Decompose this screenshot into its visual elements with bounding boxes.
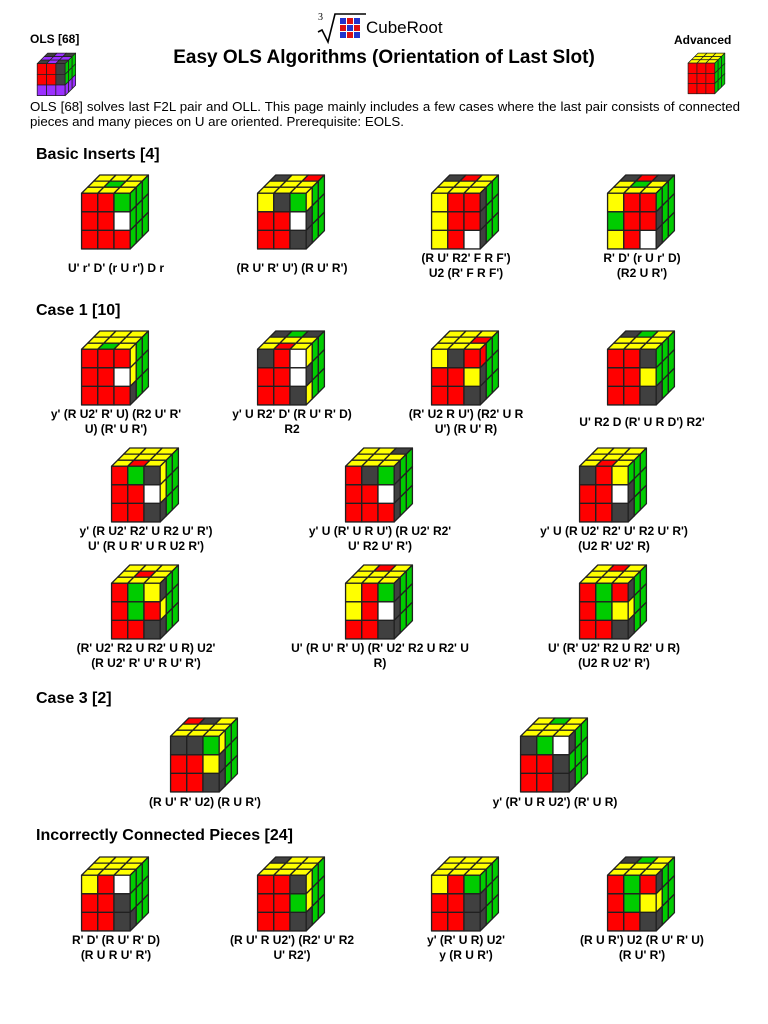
algorithm-text [51,641,241,671]
front-sticker [580,620,596,639]
algorithm-line: (R' U2 R U') (R2' U R [408,407,524,421]
root-index: 3 [318,12,323,23]
case-cube-diagram [254,329,330,409]
front-sticker [378,466,394,485]
algorithm-text [460,795,650,810]
front-sticker [112,485,128,504]
algorithm-line: U') (R U' R) [434,422,498,436]
algorithm-line: y (R U R') [439,948,493,962]
front-sticker [82,230,98,249]
algorithm-line: y' U (R U2' R2' U' R2 U' R') [540,524,688,538]
front-sticker [114,230,130,249]
logo-square [347,25,353,31]
algorithm-line: R' D' (R U' R' D) [71,933,161,947]
front-sticker [640,386,656,405]
front-sticker [612,583,628,602]
page-title: Easy OLS Algorithms (Orientation of Last Slot) [173,47,595,68]
case-cube-diagram [108,446,184,526]
case-cube-diagram [428,855,504,935]
front-sticker [464,386,480,405]
algorithm-text [110,795,300,810]
logo-square [340,32,346,38]
front-sticker [432,193,448,212]
front-sticker [448,894,464,913]
logo-text: CubeRoot [366,18,443,37]
algorithm-line: y' U (R' U R U') (R U2' R2' [308,524,452,538]
case-cube-diagram [604,173,680,253]
case-cube-diagram [576,446,652,526]
algorithm-line: (R U' R2' F R F') [421,251,511,265]
front-sticker [537,736,553,755]
front-sticker [464,212,480,231]
front-sticker [624,912,640,931]
case-cube-diagram [604,329,680,409]
front-sticker [706,73,715,83]
front-sticker [553,773,569,792]
front-sticker [464,368,480,387]
front-sticker [612,485,628,504]
algorithm-line: (R2 U R') [616,266,668,280]
algorithm-line: (R U' R U2') (R2' U' R2 [229,933,355,947]
algorithm-line: U2 (R' F R F') [428,266,504,280]
front-sticker [362,583,378,602]
front-sticker [432,875,448,894]
front-sticker [464,193,480,212]
front-sticker [448,212,464,231]
front-sticker [290,875,306,894]
front-sticker [128,485,144,504]
front-sticker [378,485,394,504]
algorithm-text [21,407,211,437]
case-cube-diagram [167,716,243,796]
algorithm-line: y' (R' U R U2') (R' U R) [492,795,618,809]
front-sticker [98,912,114,931]
front-sticker [290,212,306,231]
cuberoot-logo [316,6,466,46]
front-sticker [378,503,394,522]
front-sticker [346,466,362,485]
front-sticker [608,368,624,387]
front-sticker [448,193,464,212]
front-sticker [608,894,624,913]
front-sticker [596,485,612,504]
front-sticker [114,386,130,405]
front-sticker [290,386,306,405]
algorithm-line: U' (R' U2' R2 U R2' U R) [547,641,681,655]
algorithm-line: U' (R U' R' U) (R' U2' R2 U R2' U [291,641,469,655]
front-sticker [378,602,394,621]
front-sticker [258,912,274,931]
front-sticker [203,736,219,755]
front-sticker [432,212,448,231]
algorithm-line: U' R2 D (R' U R D') R2' [579,415,705,429]
front-sticker [82,212,98,231]
algorithm-line: (R U' R' U') (R U' R') [236,261,348,275]
front-sticker [47,74,56,85]
case-cube-diagram [428,173,504,253]
front-sticker [624,875,640,894]
front-sticker [608,193,624,212]
front-sticker [47,85,56,96]
front-sticker [144,583,160,602]
front-sticker [144,620,160,639]
algorithm-line: y' (R' U R) U2' [427,933,505,947]
front-sticker [56,85,65,96]
case-cube-diagram [604,855,680,935]
intro-paragraph: OLS [68] solves last F2L pair and OLL. This page mainly includes a few cases where the last pair consists of connected pieces and many pieces on U are oriented. Prerequisite: EOLS. [30,99,740,129]
front-sticker [82,368,98,387]
front-sticker [464,894,480,913]
front-sticker [203,755,219,774]
front-sticker [346,602,362,621]
algorithm-line: R' D' (r U r' D) [603,251,681,265]
front-sticker [98,368,114,387]
front-sticker [144,485,160,504]
front-sticker [82,349,98,368]
front-sticker [362,485,378,504]
front-sticker [432,349,448,368]
front-sticker [464,349,480,368]
front-sticker [596,583,612,602]
front-sticker [98,875,114,894]
front-sticker [98,230,114,249]
algorithm-line: (U2 R U2' R') [578,656,650,670]
front-sticker [290,230,306,249]
front-sticker [448,230,464,249]
front-sticker [128,503,144,522]
case-cube-diagram [342,446,418,526]
algorithm-line: U' (R U R' U R U2 R') [88,539,204,553]
front-sticker [432,230,448,249]
algorithm-text [371,251,561,281]
front-sticker [274,212,290,231]
front-sticker [580,503,596,522]
algorithm-line: y' (R U2' R2' U R2 U' R') [79,524,213,538]
front-sticker [362,503,378,522]
front-sticker [112,503,128,522]
front-sticker [274,386,290,405]
algorithm-text [21,261,211,276]
front-sticker [448,912,464,931]
front-sticker [82,193,98,212]
front-sticker [706,84,715,94]
front-sticker [640,230,656,249]
front-sticker [82,894,98,913]
front-sticker [98,193,114,212]
logo-square [354,18,360,24]
front-sticker [203,773,219,792]
front-sticker [640,912,656,931]
front-sticker [432,894,448,913]
front-sticker [274,349,290,368]
front-sticker [612,602,628,621]
algorithm-text [21,933,211,963]
front-sticker [596,466,612,485]
algorithm-line: (R U' R') [618,948,666,962]
front-sticker [258,386,274,405]
front-sticker [258,349,274,368]
front-sticker [112,583,128,602]
front-sticker [688,84,697,94]
case-cube-diagram [78,329,154,409]
front-sticker [290,894,306,913]
front-sticker [258,230,274,249]
algorithm-line: (R' U2' R2 U R2' U R) U2' [76,641,216,655]
algorithm-text [519,524,709,554]
front-sticker [98,212,114,231]
front-sticker [640,875,656,894]
front-sticker [82,875,98,894]
front-sticker [640,368,656,387]
front-sticker [114,349,130,368]
case-cube-diagram [254,855,330,935]
algorithm-line: R2 [284,422,300,436]
front-sticker [608,912,624,931]
front-sticker [608,230,624,249]
front-sticker [608,386,624,405]
front-sticker [624,368,640,387]
logo-square [340,25,346,31]
front-sticker [114,875,130,894]
front-sticker [596,503,612,522]
front-sticker [112,602,128,621]
front-sticker [553,736,569,755]
case-cube-diagram [108,563,184,643]
front-sticker [98,386,114,405]
ols-count-label: OLS [68] [30,32,80,46]
front-sticker [448,386,464,405]
algorithm-line: R) [373,656,387,670]
front-sticker [112,620,128,639]
front-sticker [362,602,378,621]
front-sticker [128,602,144,621]
front-sticker [464,230,480,249]
front-sticker [624,386,640,405]
front-sticker [432,912,448,931]
algorithm-line: (R U' R' U2) (R U R') [149,795,261,809]
front-sticker [346,583,362,602]
front-sticker [378,620,394,639]
section-title-case-3: Case 3 [2] [36,690,112,707]
front-sticker [114,193,130,212]
case-cube-diagram [428,329,504,409]
logo-square [354,32,360,38]
front-sticker [378,583,394,602]
front-sticker [612,620,628,639]
algorithm-line: (U2 R' U2' R) [578,539,650,553]
front-sticker [448,349,464,368]
front-sticker [144,602,160,621]
front-sticker [37,74,46,85]
front-sticker [580,602,596,621]
front-sticker [432,368,448,387]
front-sticker [580,485,596,504]
front-sticker [290,349,306,368]
algorithm-line: (R U2' R' U' R U' R') [91,656,201,670]
front-sticker [697,84,706,94]
front-sticker [144,503,160,522]
front-sticker [580,466,596,485]
algorithm-text [197,933,387,963]
algorithm-line: U' r' D' (r U r') D r [67,261,165,275]
front-sticker [640,193,656,212]
algorithm-line: y' (R U2' R' U) (R2 U' R' [50,407,182,421]
root-sign-icon [316,6,366,46]
front-sticker [697,73,706,83]
front-sticker [114,212,130,231]
section-title-incorrectly-connected: Incorrectly Connected Pieces [24] [36,827,293,844]
front-sticker [128,583,144,602]
case-cube-diagram [254,173,330,253]
front-sticker [624,212,640,231]
front-sticker [624,193,640,212]
front-sticker [274,912,290,931]
front-sticker [362,466,378,485]
front-sticker [624,349,640,368]
front-sticker [537,755,553,774]
algorithm-line: (R U R U' R') [80,948,152,962]
front-sticker [290,193,306,212]
front-sticker [258,894,274,913]
front-sticker [640,212,656,231]
front-sticker [82,912,98,931]
front-sticker [521,736,537,755]
front-sticker [608,349,624,368]
algorithm-text [371,933,561,963]
algorithm-text [197,261,387,276]
front-sticker [274,894,290,913]
algorithm-text [285,641,475,671]
front-sticker [274,368,290,387]
front-sticker [448,368,464,387]
front-sticker [274,230,290,249]
front-sticker [187,773,203,792]
front-sticker [537,773,553,792]
front-sticker [187,736,203,755]
front-sticker [346,620,362,639]
front-sticker [464,912,480,931]
algorithm-text [547,251,737,281]
front-sticker [258,368,274,387]
advanced-label: Advanced [674,33,732,47]
front-sticker [688,73,697,83]
logo-square [340,18,346,24]
front-sticker [128,466,144,485]
front-sticker [258,875,274,894]
algorithm-line: U' R2') [273,948,311,962]
front-sticker [608,875,624,894]
front-sticker [553,755,569,774]
front-sticker [98,349,114,368]
front-sticker [290,368,306,387]
algorithm-text [519,641,709,671]
section-title-basic-inserts: Basic Inserts [4] [36,146,160,163]
case-cube-diagram [78,173,154,253]
algorithm-line: U' R2 U' R') [348,539,412,553]
front-sticker [640,894,656,913]
front-sticker [37,85,46,96]
front-sticker [98,894,114,913]
front-sticker [362,620,378,639]
front-sticker [612,503,628,522]
front-sticker [82,386,98,405]
front-sticker [56,74,65,85]
front-sticker [580,583,596,602]
algorithm-line: y' U R2' D' (R U' R' D) [232,407,352,421]
algorithm-line: U) (R' U R') [84,422,148,436]
front-sticker [114,912,130,931]
algorithm-text [547,933,737,963]
case-cube-diagram [78,855,154,935]
front-sticker [274,875,290,894]
front-sticker [608,212,624,231]
front-sticker [187,755,203,774]
logo-square [347,32,353,38]
front-sticker [114,894,130,913]
front-sticker [114,368,130,387]
front-sticker [624,230,640,249]
front-sticker [596,602,612,621]
section-title-case-1: Case 1 [10] [36,302,121,319]
algorithm-text [197,407,387,437]
front-sticker [346,503,362,522]
front-sticker [171,773,187,792]
algorithm-text [547,415,737,430]
algorithm-line: (R U R') U2 (R U' R' U) [580,933,704,947]
front-sticker [346,485,362,504]
front-sticker [128,620,144,639]
front-sticker [612,466,628,485]
front-sticker [171,736,187,755]
front-sticker [521,755,537,774]
front-sticker [432,386,448,405]
front-sticker [274,193,290,212]
front-sticker [464,875,480,894]
front-sticker [258,212,274,231]
logo-square [347,18,353,24]
front-sticker [290,912,306,931]
algorithm-text [371,407,561,437]
logo-square [354,25,360,31]
front-sticker [144,466,160,485]
front-sticker [640,349,656,368]
front-sticker [448,875,464,894]
front-sticker [171,755,187,774]
front-sticker [596,620,612,639]
front-sticker [624,894,640,913]
front-sticker [521,773,537,792]
case-cube-diagram [342,563,418,643]
front-sticker [112,466,128,485]
case-cube-diagram [517,716,593,796]
algorithm-text [285,524,475,554]
case-cube-diagram [576,563,652,643]
front-sticker [258,193,274,212]
algorithm-text [51,524,241,554]
